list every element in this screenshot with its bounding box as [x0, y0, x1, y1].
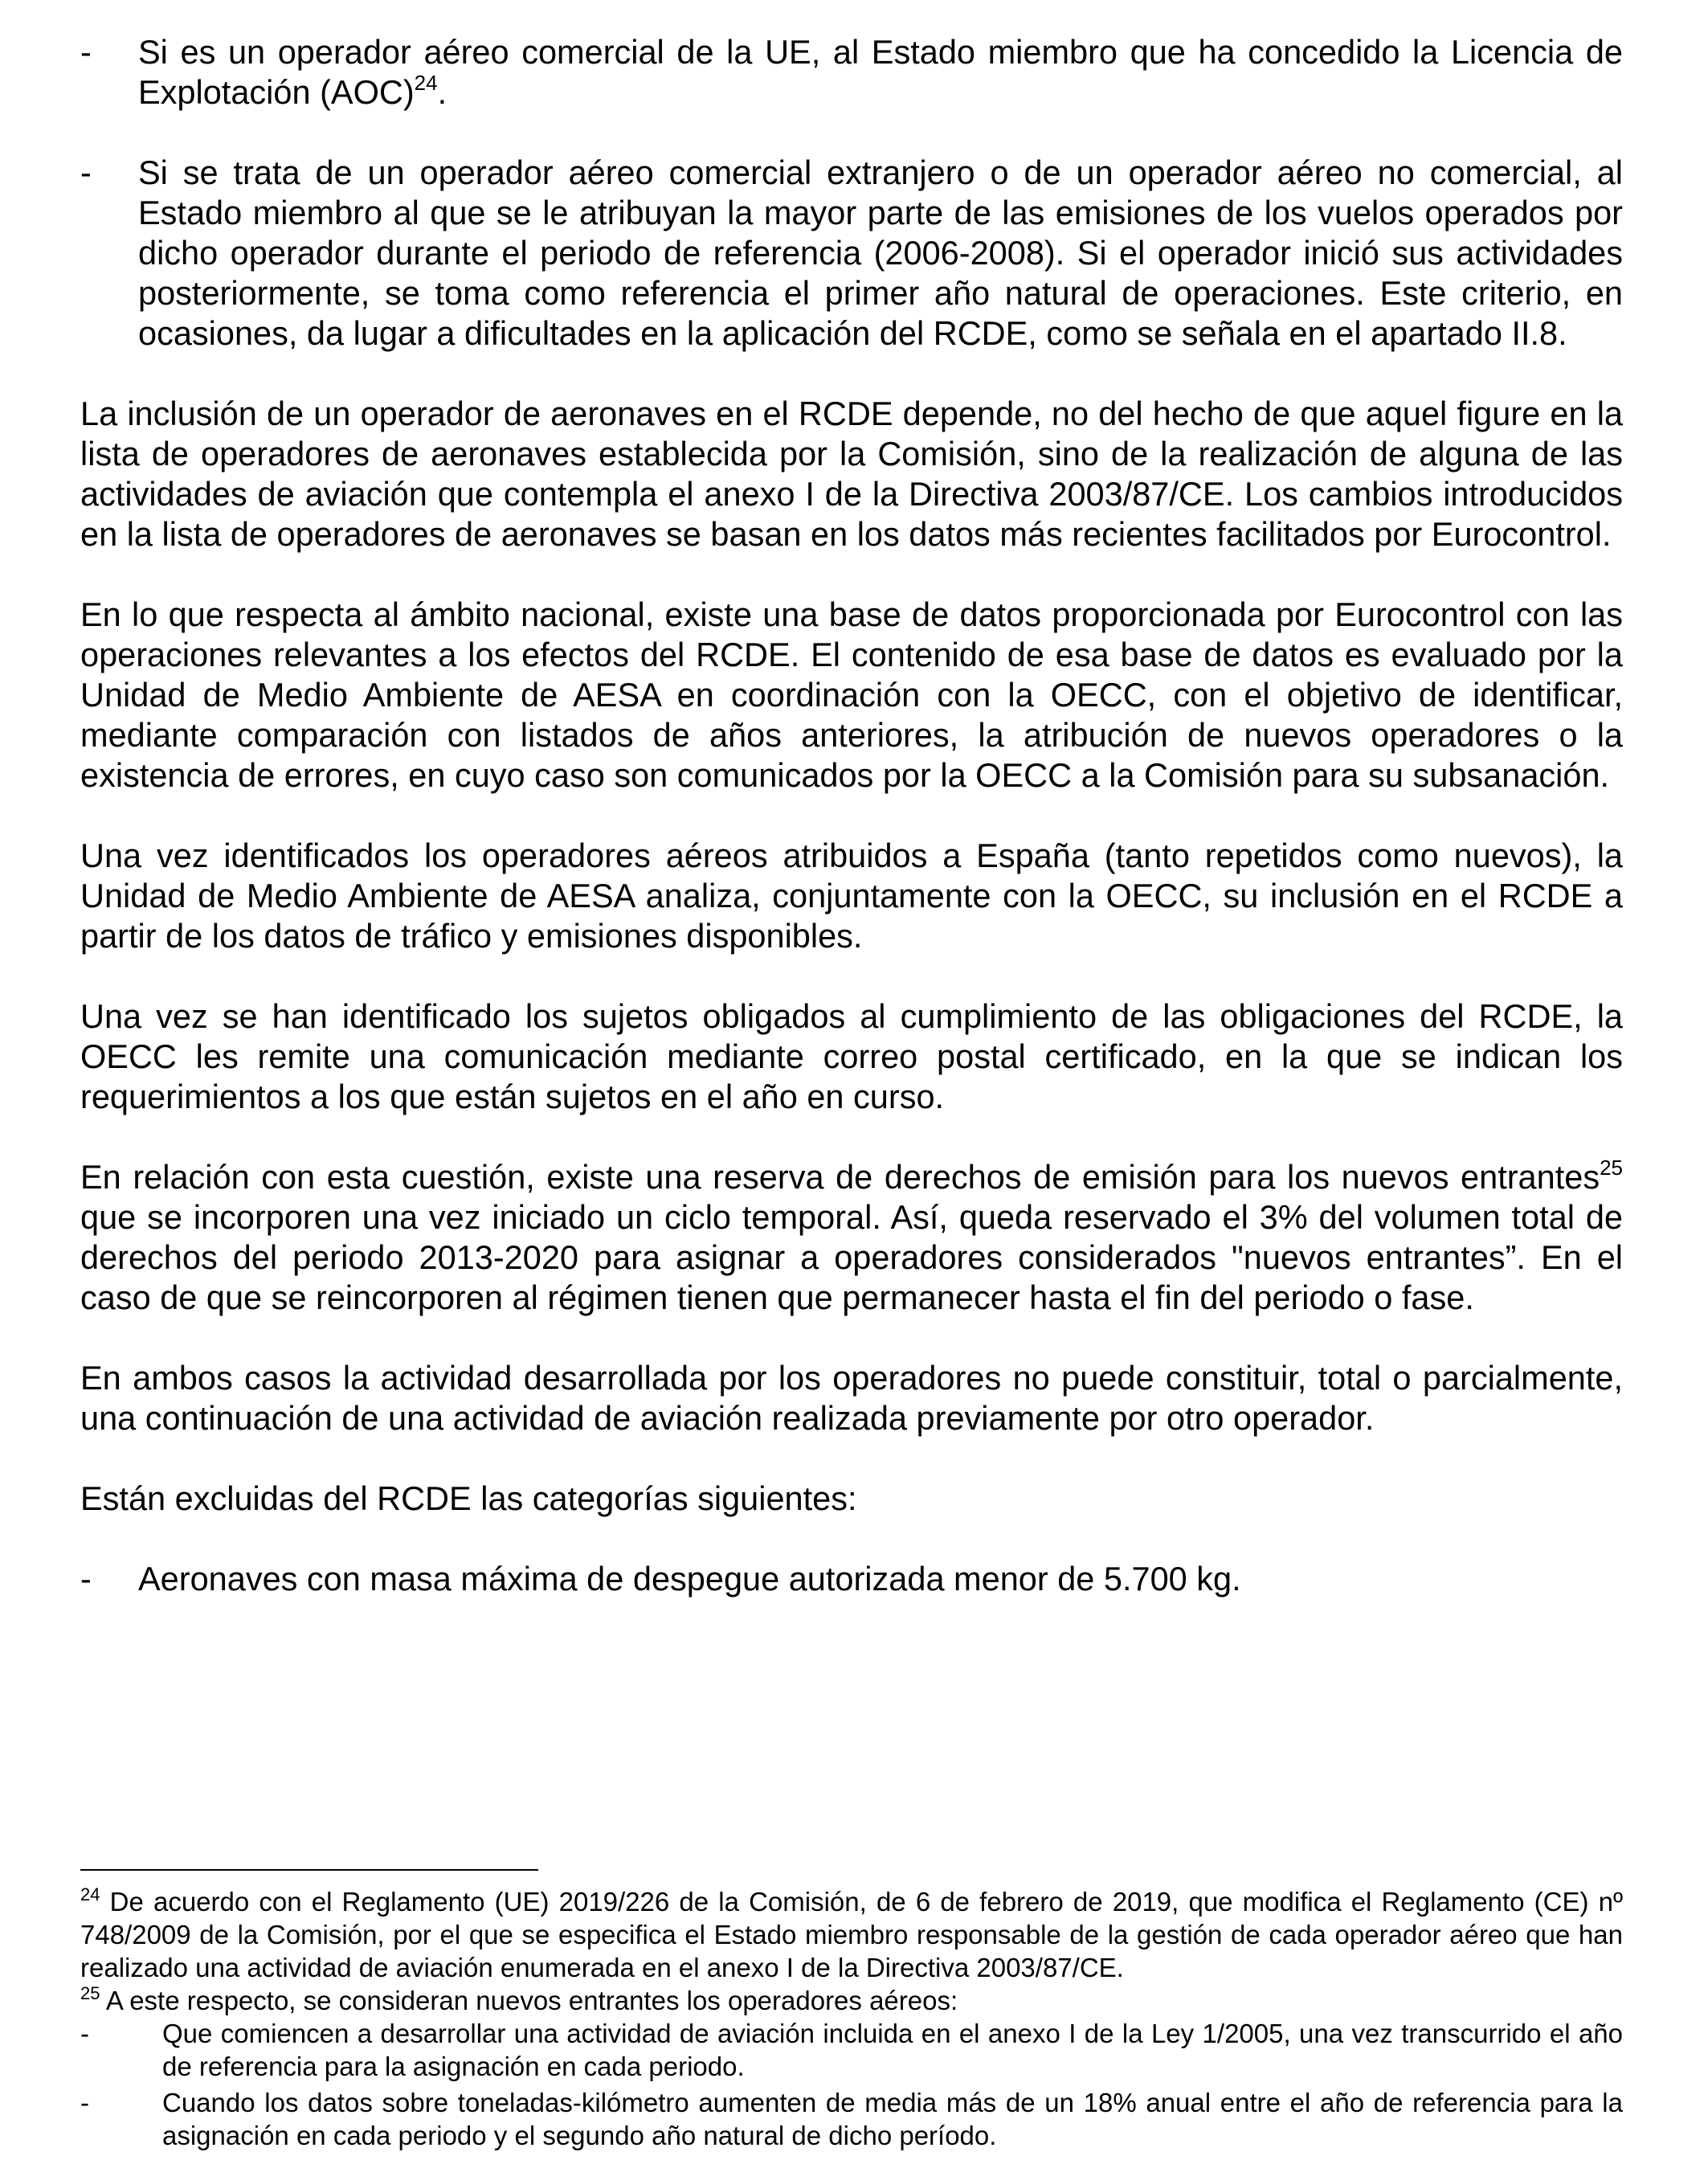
bullet-dash: - [80, 2088, 89, 2117]
paragraph-reserve-start: En relación con esta cuestión, existe una reserva de derechos de emisión para los nuevos entrantes [80, 1158, 1600, 1196]
bullet-dash: - [80, 153, 92, 191]
footnote-number: 24 [80, 1884, 100, 1904]
paragraph-inclusion: La inclusión de un operador de aeronaves en el RCDE depende, no del hecho de que aquel figure en la lista de operadores de aeronaves establecida por la Comisión, sino de la realización de alguna de las actividades de aviación que contempla el anexo I de la Directiva 2003/87/CE. Los cambios introducidos en la lista de operadores de aeronaves se basan en los datos más recientes facilitados por Eurocontrol. [80, 395, 1623, 553]
paragraph-reserve [80, 1157, 1623, 1318]
footnotes [80, 1885, 1623, 2155]
paragraph-exclusions: Están excluidas del RCDE las categorías siguientes: [80, 1479, 857, 1517]
footnote-number: 25 [80, 1983, 100, 2003]
footnote-ref-24[interactable]: 24 [414, 71, 438, 96]
footnote-separator [80, 1869, 538, 1871]
footnote-text: De acuerdo con el Reglamento (UE) 2019/226 de la Comisión, de 6 de febrero de 2019, que modifica el Reglamento (CE) nº 748/2009 de la Comisión, por el que se especifica el Estado miembro responsable de la gestión de cada operador aéreo que han realizado una actividad de aviación enumerada en el anexo I de la Directiva 2003/87/CE. [80, 1887, 1623, 1982]
bullet-text: Aeronaves con masa máxima de despegue autorizada menor de 5.700 kg. [138, 1560, 1241, 1598]
bullet-text-end: . [437, 73, 447, 111]
paragraph-continuation: En ambos casos la actividad desarrollada por los operadores no puede constituir, total o parcialmente, una continuación de una actividad de aviación realizada previamente por otro operador. [80, 1359, 1623, 1437]
footnote-text: A este respecto, se consideran nuevos entrantes los operadores aéreos: [100, 1986, 958, 2015]
footnote-ref-25[interactable]: 25 [1600, 1156, 1623, 1180]
bullet-dash: - [80, 1560, 92, 1598]
document-page [80, 32, 1623, 1599]
paragraph-national-scope: En lo que respecta al ámbito nacional, existe una base de datos proporcionada por Eurocontrol con las operaciones relevantes a los efectos del RCDE. El contenido de esa base de datos es evaluado por la Unidad de Medio Ambiente de AESA en coordinación con la OECC, con el objetivo de identificar, mediante comparación con listados de años anteriores, la atribución de nuevos operadores o la existencia de errores, en cuyo caso son comunicados por la OECC a la Comisión para su subsanación. [80, 595, 1623, 794]
bullet-item [80, 1559, 1623, 1599]
bullet-item [80, 153, 1623, 354]
paragraph-communication: Una vez se han identificado los sujetos obligados al cumplimiento de las obligaciones del RCDE, la OECC les remite una comunicación mediante correo postal certificado, en la que se indican los requerimientos a los que están sujetos en el año en curso. [80, 997, 1623, 1115]
footnote-24 [80, 1885, 1623, 1984]
footnote-list-text: Cuando los datos sobre toneladas-kilómetro aumenten de media más de un 18% anual entre el año de referencia para la asignación en cada periodo y el segundo año natural de dicho período. [162, 2088, 1623, 2150]
footnote-list-item [80, 2086, 1623, 2152]
bullet-text: Si se trata de un operador aéreo comercial extranjero o de un operador aéreo no comercial, al Estado miembro al que se le atribuyan la mayor parte de las emisiones de los vuelos operados por dicho operador durante el periodo de referencia (2006-2008). Si el operador inició sus actividades posteriormente, se toma como referencia el primer año natural de operaciones. Este criterio, en ocasiones, da lugar a dificultades en la aplicación del RCDE, como se señala en el apartado II.8. [138, 153, 1623, 352]
footnote-list-text: Que comiencen a desarrollar una actividad de aviación incluida en el anexo I de la Ley 1/2005, una vez transcurrido el año de referencia para la asignación en cada periodo. [162, 2019, 1623, 2081]
bullet-dash: - [80, 2019, 89, 2048]
footnote-25 [80, 1984, 1623, 2017]
bullet-item [80, 32, 1623, 112]
bullet-text: Si es un operador aéreo comercial de la UE, al Estado miembro que ha concedido la Licencia de Explotación (AOC) [138, 33, 1623, 111]
bullet-dash: - [80, 33, 92, 71]
paragraph-identified-operators: Una vez identificados los operadores aéreos atribuidos a España (tanto repetidos como nuevos), la Unidad de Medio Ambiente de AESA analiza, conjuntamente con la OECC, su inclusión en el RCDE a partir de los datos de tráfico y emisiones disponibles. [80, 837, 1623, 955]
paragraph-reserve-end: que se incorporen una vez iniciado un ciclo temporal. Así, queda reservado el 3% del volumen total de derechos del periodo 2013-2020 para asignar a operadores considerados "nuevos entrantes”. En el caso de que se reincorporen al régimen tienen que permanecer hasta el fin del periodo o fase. [80, 1198, 1623, 1316]
footnote-list-item [80, 2017, 1623, 2083]
